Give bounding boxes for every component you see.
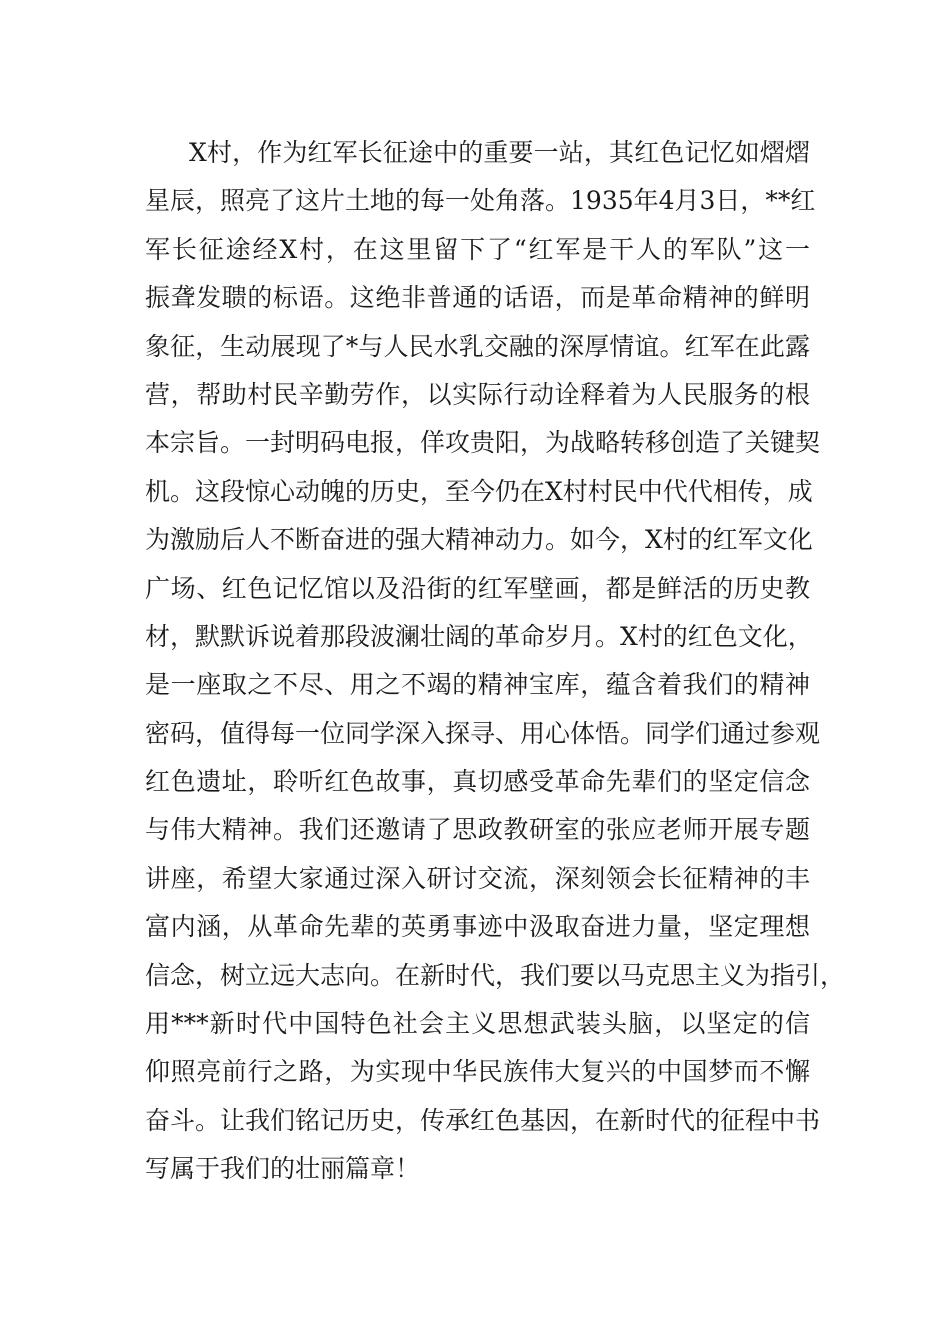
paragraph-line: 为激励后人不断奋进的强大精神动力。如今，X村的红军文化 xyxy=(145,525,813,555)
paragraph-line: 是一座取之不尽、用之不竭的精神宝库，蕴含着我们的精神 xyxy=(145,670,810,700)
paragraph-line: 星辰，照亮了这片土地的每一处角落。1935年4月3日，**红 xyxy=(145,186,816,216)
body-paragraph xyxy=(145,129,846,1194)
paragraph-line: 材，默默诉说着那段波澜壮阔的革命岁月。X村的红色文化， xyxy=(145,621,813,651)
paragraph-line: 象征，生动展现了*与人民水乳交融的深厚情谊。红军在此露 xyxy=(145,331,810,361)
paragraph-line: 讲座，希望大家通过深入研讨交流，深刻领会长征精神的丰 xyxy=(145,863,810,893)
paragraph-line: 密码，值得每一位同学深入探寻、用心体悟。同学们通过参观 xyxy=(145,718,821,748)
paragraph-line: 机。这段惊心动魄的历史，至今仍在X村村民中代代相传，成 xyxy=(145,476,813,506)
paragraph-line: 红色遗址，聆听红色故事，真切感受革命先辈们的坚定信念 xyxy=(145,767,810,797)
paragraph-line: 营，帮助村民辛勤劳作，以实际行动诠释着为人民服务的根 xyxy=(145,379,810,409)
paragraph-line: 奋斗。让我们铭记历史，传承红色基因，在新时代的征程中书 xyxy=(145,1105,821,1135)
paragraph-line: X村，作为红军长征途中的重要一站，其红色记忆如熠熠 xyxy=(189,138,810,167)
paragraph-line: 信念，树立远大志向。在新时代，我们要以马克思主义为指引， xyxy=(145,960,846,990)
paragraph-line: 用***新时代中国特色社会主义思想武装头脑，以坚定的信 xyxy=(145,1009,810,1039)
paragraph-line: 本宗旨。一封明码电报，佯攻贵阳，为战略转移创造了关键契 xyxy=(145,428,821,458)
paragraph-line: 富内涵，从革命先辈的英勇事迹中汲取奋进力量，坚定理想 xyxy=(145,912,810,942)
paragraph-line: 广场、红色记忆馆以及沿街的红军壁画，都是鲜活的历史教 xyxy=(145,573,810,603)
paragraph-line: 与伟大精神。我们还邀请了思政教研室的张应老师开展专题 xyxy=(145,815,810,845)
paragraph-line: 写属于我们的壮丽篇章！ xyxy=(145,1154,421,1184)
paragraph-line: 振聋发聩的标语。这绝非普通的话语，而是革命精神的鲜明 xyxy=(145,283,810,313)
paragraph-line: 军长征途经X村，在这里留下了“红军是干人的军队”这一 xyxy=(145,234,810,264)
paragraph-line: 仰照亮前行之路，为实现中华民族伟大复兴的中国梦而不懈 xyxy=(145,1057,810,1087)
